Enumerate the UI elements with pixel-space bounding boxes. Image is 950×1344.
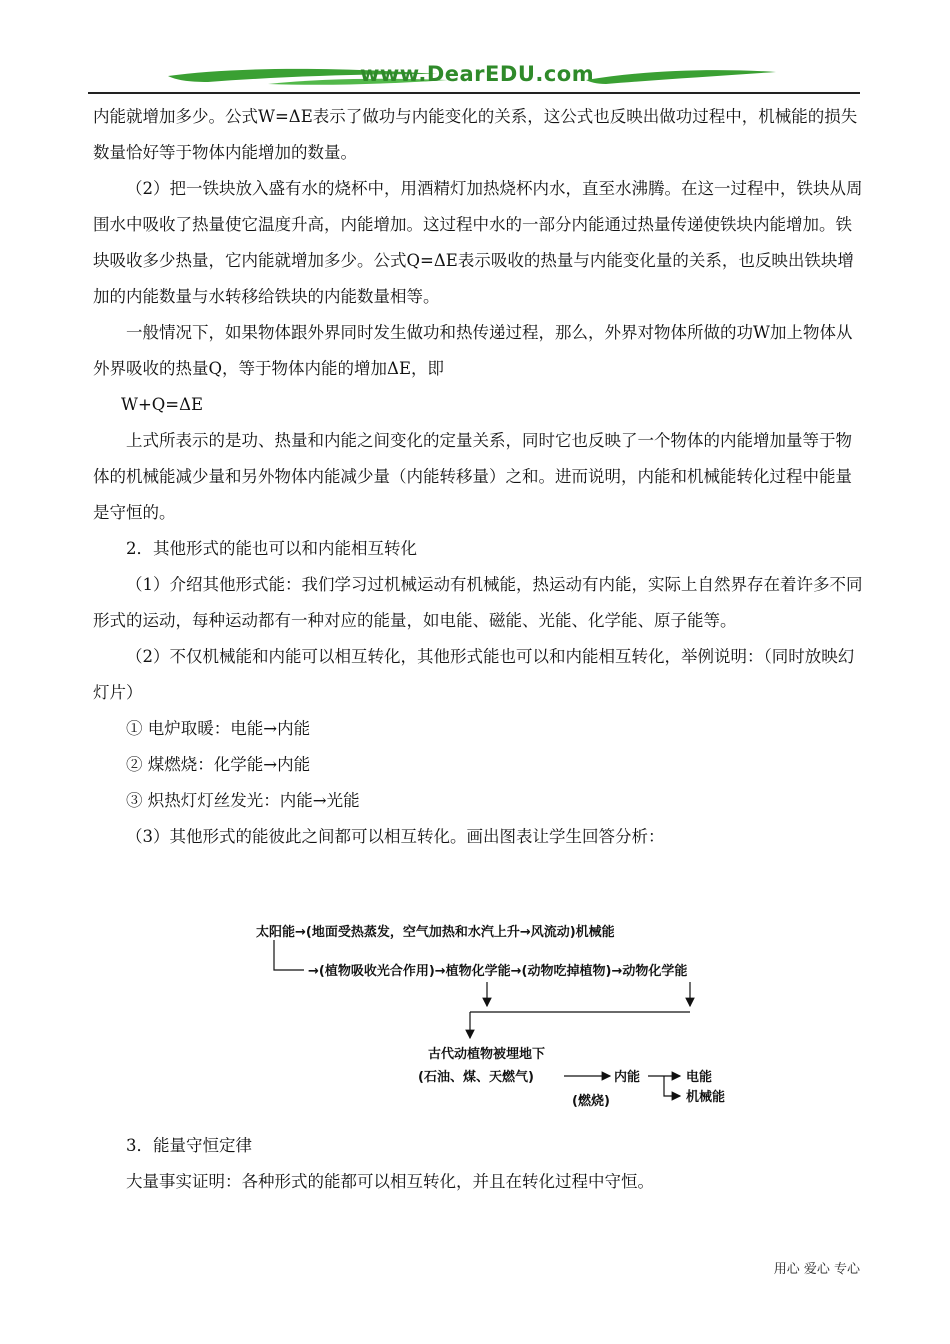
example-item-2: ② 煤燃烧：化学能→内能 [126,755,311,774]
diagram-connector-sun [274,940,304,970]
paragraph-iron-block: （2）把一铁块放入盛有水的烧杯中，用酒精灯加热烧杯内水，直至水沸腾。在这一过程中，铁块从周围水中吸收了热量使它温度升高，内能增加。这过程中水的一部分内能通过热量传递使铁块内能增加。铁块吸收多少热量，它内能就增加多少。公式Q=ΔE表示吸收的热量与内能变化量的关系，也反映出铁块增加的内能数量与水转移给铁块的内能数量相等。 [93,179,863,306]
header-rule [88,92,860,94]
page-footer: 用心 爱心 专心 [773,1262,860,1277]
example-item-1: ① 电炉取暖：电能→内能 [126,719,311,738]
paragraph-general-case: 一般情况下，如果物体跟外界同时发生做功和热传递过程，那么，外界对物体所做的功W加上物体从外界吸收的热量Q，等于物体内能的增加ΔE，即 [93,323,853,378]
right-swoosh-decoration [586,62,786,90]
diagram-electric-energy: 电能 [686,1070,713,1085]
diagram-line-2: →(植物吸收光合作用)→植物化学能→(动物吃掉植物)→动物化学能 [308,964,688,979]
diagram-fossil-line-2: (石油、煤、天燃气) [418,1070,534,1085]
paragraph-quantitative: 上式所表示的是功、热量和内能之间变化的定量关系，同时它也反映了一个物体的内能增加量等于物体的机械能减少量和另外物体内能减少量（内能转移量）之和。进而说明，内能和机械能转化过程中能量是守恒的。 [93,431,852,522]
site-logo: www.DearEDU.com [360,62,595,86]
document-body [93,99,863,855]
example-item-3: ③ 炽热灯灯丝发光：内能→光能 [126,791,360,810]
diagram-burn-label: (燃烧) [572,1094,610,1109]
paragraph-conversion: （2）不仅机械能和内能可以相互转化，其他形式能也可以和内能相互转化，举例说明：（同时放映幻灯片） [93,647,855,702]
diagram-fossil-line-1: 古代动植物被埋地下 [428,1047,546,1062]
page-header [88,58,860,94]
diagram-mechanical-energy: 机械能 [686,1090,726,1105]
diagram-internal-energy: 内能 [614,1070,641,1085]
paragraph-continuation: 内能就增加多少。公式W=ΔE表示了做功与内能变化的关系，这公式也反映出做功过程中，机械能的损失数量恰好等于物体内能增加的数量。 [93,107,858,162]
energy-conversion-diagram [252,918,752,1118]
section-heading-2: 2．其他形式的能也可以和内能相互转化 [126,539,417,558]
diagram-arrow-mechanical [664,1076,680,1096]
paragraph-conservation: 大量事实证明：各种形式的能都可以相互转化，并且在转化过程中守恒。 [126,1172,654,1191]
section-heading-3: 3．能量守恒定律 [126,1136,252,1155]
paragraph-diagram-intro: （3）其他形式的能彼此之间都可以相互转化。画出图表让学生回答分析： [126,827,665,846]
document-body-after-diagram [93,1128,863,1200]
paragraph-other-forms: （1）介绍其他形式能：我们学习过机械运动有机械能，热运动有内能，实际上自然界存在着许多不同形式的运动，每种运动都有一种对应的能量，如电能、磁能、光能、化学能、原子能等。 [93,575,863,630]
formula-line: W+Q=ΔE [121,395,204,414]
diagram-line-1: 太阳能→(地面受热蒸发，空气加热和水汽上升→风流动)机械能 [256,925,615,940]
